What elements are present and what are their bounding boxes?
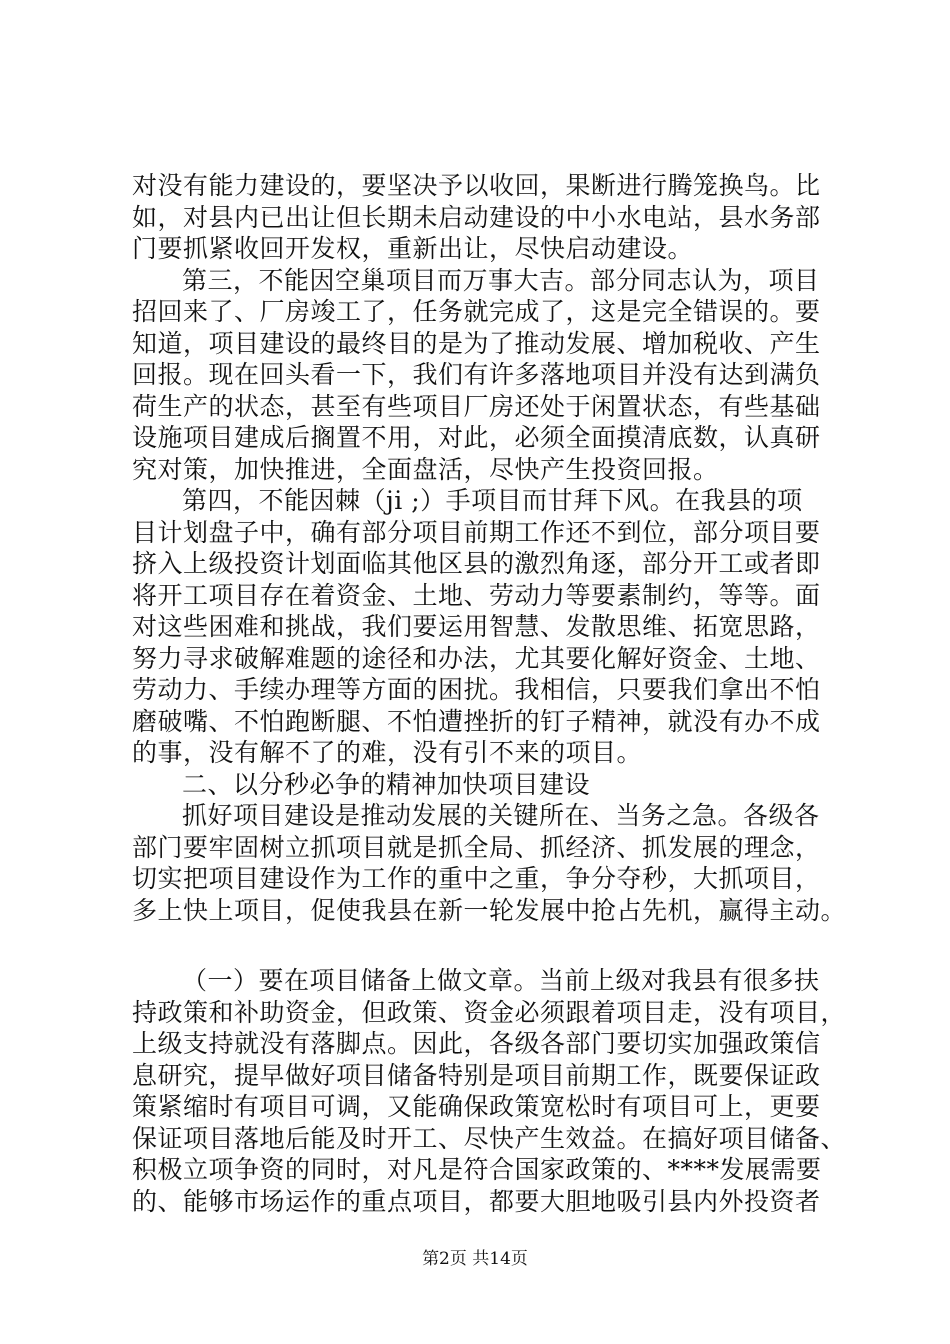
page-footer: 第2页 共14页 bbox=[422, 1249, 528, 1269]
text-line: 磨破嘴、不怕跑断腿、不怕遭挫折的钉子精神，就没有办不成 bbox=[132, 706, 821, 736]
text-line: 如，对县内已出让但长期未启动建设的中小水电站，县水务部 bbox=[132, 202, 821, 232]
text-line: 部门要牢固树立抓项目就是抓全局、抓经济、抓发展的理念， bbox=[132, 832, 821, 862]
text-line: 荷生产的状态，甚至有些项目厂房还处于闲置状态，有些基础 bbox=[132, 391, 821, 421]
text-line: 将开工项目存在着资金、土地、劳动力等要素制约，等等。面 bbox=[132, 580, 821, 610]
text-line: 第三，不能因空巢项目而万事大吉。部分同志认为，项目 bbox=[182, 265, 820, 295]
text-line: 多上快上项目，促使我县在新一轮发展中抢占先机，赢得主动。 bbox=[132, 895, 847, 925]
text-line: 挤入上级投资计划面临其他区县的激烈角逐，部分开工或者即 bbox=[132, 549, 821, 578]
text-line: 对这些困难和挑战，我们要运用智慧、发散思维、拓宽思路， bbox=[132, 612, 821, 641]
text-line: 招回来了、厂房竣工了，任务就完成了，这是完全错误的。要 bbox=[132, 297, 821, 326]
text-line: 的、能够市场运作的重点项目，都要大胆地吸引县内外投资者 bbox=[132, 1186, 821, 1216]
text-line: 上级支持就没有落脚点。因此，各级各部门要切实加强政策信 bbox=[132, 1029, 821, 1058]
text-line: 的事，没有解不了的难，没有引不来的项目。 bbox=[132, 738, 643, 767]
text-line: 努力寻求破解难题的途径和办法，尤其要化解好资金、土地、 bbox=[132, 643, 821, 673]
text-line: 对没有能力建设的，要坚决予以收回，果断进行腾笼换鸟。比 bbox=[132, 171, 821, 200]
text-line: 门要抓紧收回开发权，重新出让，尽快启动建设。 bbox=[132, 234, 694, 263]
text-line: 二、以分秒必争的精神加快项目建设 bbox=[182, 769, 591, 799]
text-line: 持政策和补助资金，但政策、资金必须跟着项目走，没有项目， bbox=[132, 997, 847, 1027]
document-body bbox=[132, 170, 847, 1217]
text-line: 第四，不能因棘（ji ;）手项目而甘拜下风。在我县的项 bbox=[182, 486, 803, 515]
text-line: 息研究，提早做好项目储备特别是项目前期工作，既要保证政 bbox=[132, 1060, 821, 1090]
text-line: 设施项目建成后搁置不用，对此，必须全面摸清底数，认真研 bbox=[132, 423, 821, 452]
text-line: 抓好项目建设是推动发展的关键所在、当务之急。各级各 bbox=[182, 801, 820, 830]
text-line: 积极立项争资的同时，对凡是符合国家政策的、****发展需要 bbox=[132, 1155, 822, 1184]
text-line: 回报。现在回头看一下，我们有许多落地项目并没有达到满负 bbox=[132, 360, 821, 389]
text-line: 保证项目落地后能及时开工、尽快产生效益。在搞好项目储备、 bbox=[132, 1123, 847, 1153]
text-line: 究对策，加快推进，全面盘活，尽快产生投资回报。 bbox=[132, 454, 719, 484]
text-line: （一）要在项目储备上做文章。当前上级对我县有很多扶 bbox=[182, 966, 820, 995]
text-line: 劳动力、手续办理等方面的困扰。我相信，只要我们拿出不怕 bbox=[132, 675, 821, 704]
text-line: 知道，项目建设的最终目的是为了推动发展、增加税收、产生 bbox=[132, 328, 821, 358]
paragraph-gap bbox=[132, 926, 832, 965]
text-line: 策紧缩时有项目可调，又能确保政策宽松时有项目可上，更要 bbox=[132, 1092, 821, 1121]
text-line: 目计划盘子中，确有部分项目前期工作还不到位，部分项目要 bbox=[132, 517, 821, 547]
text-line: 切实把项目建设作为工作的重中之重，争分夺秒，大抓项目， bbox=[132, 864, 821, 893]
